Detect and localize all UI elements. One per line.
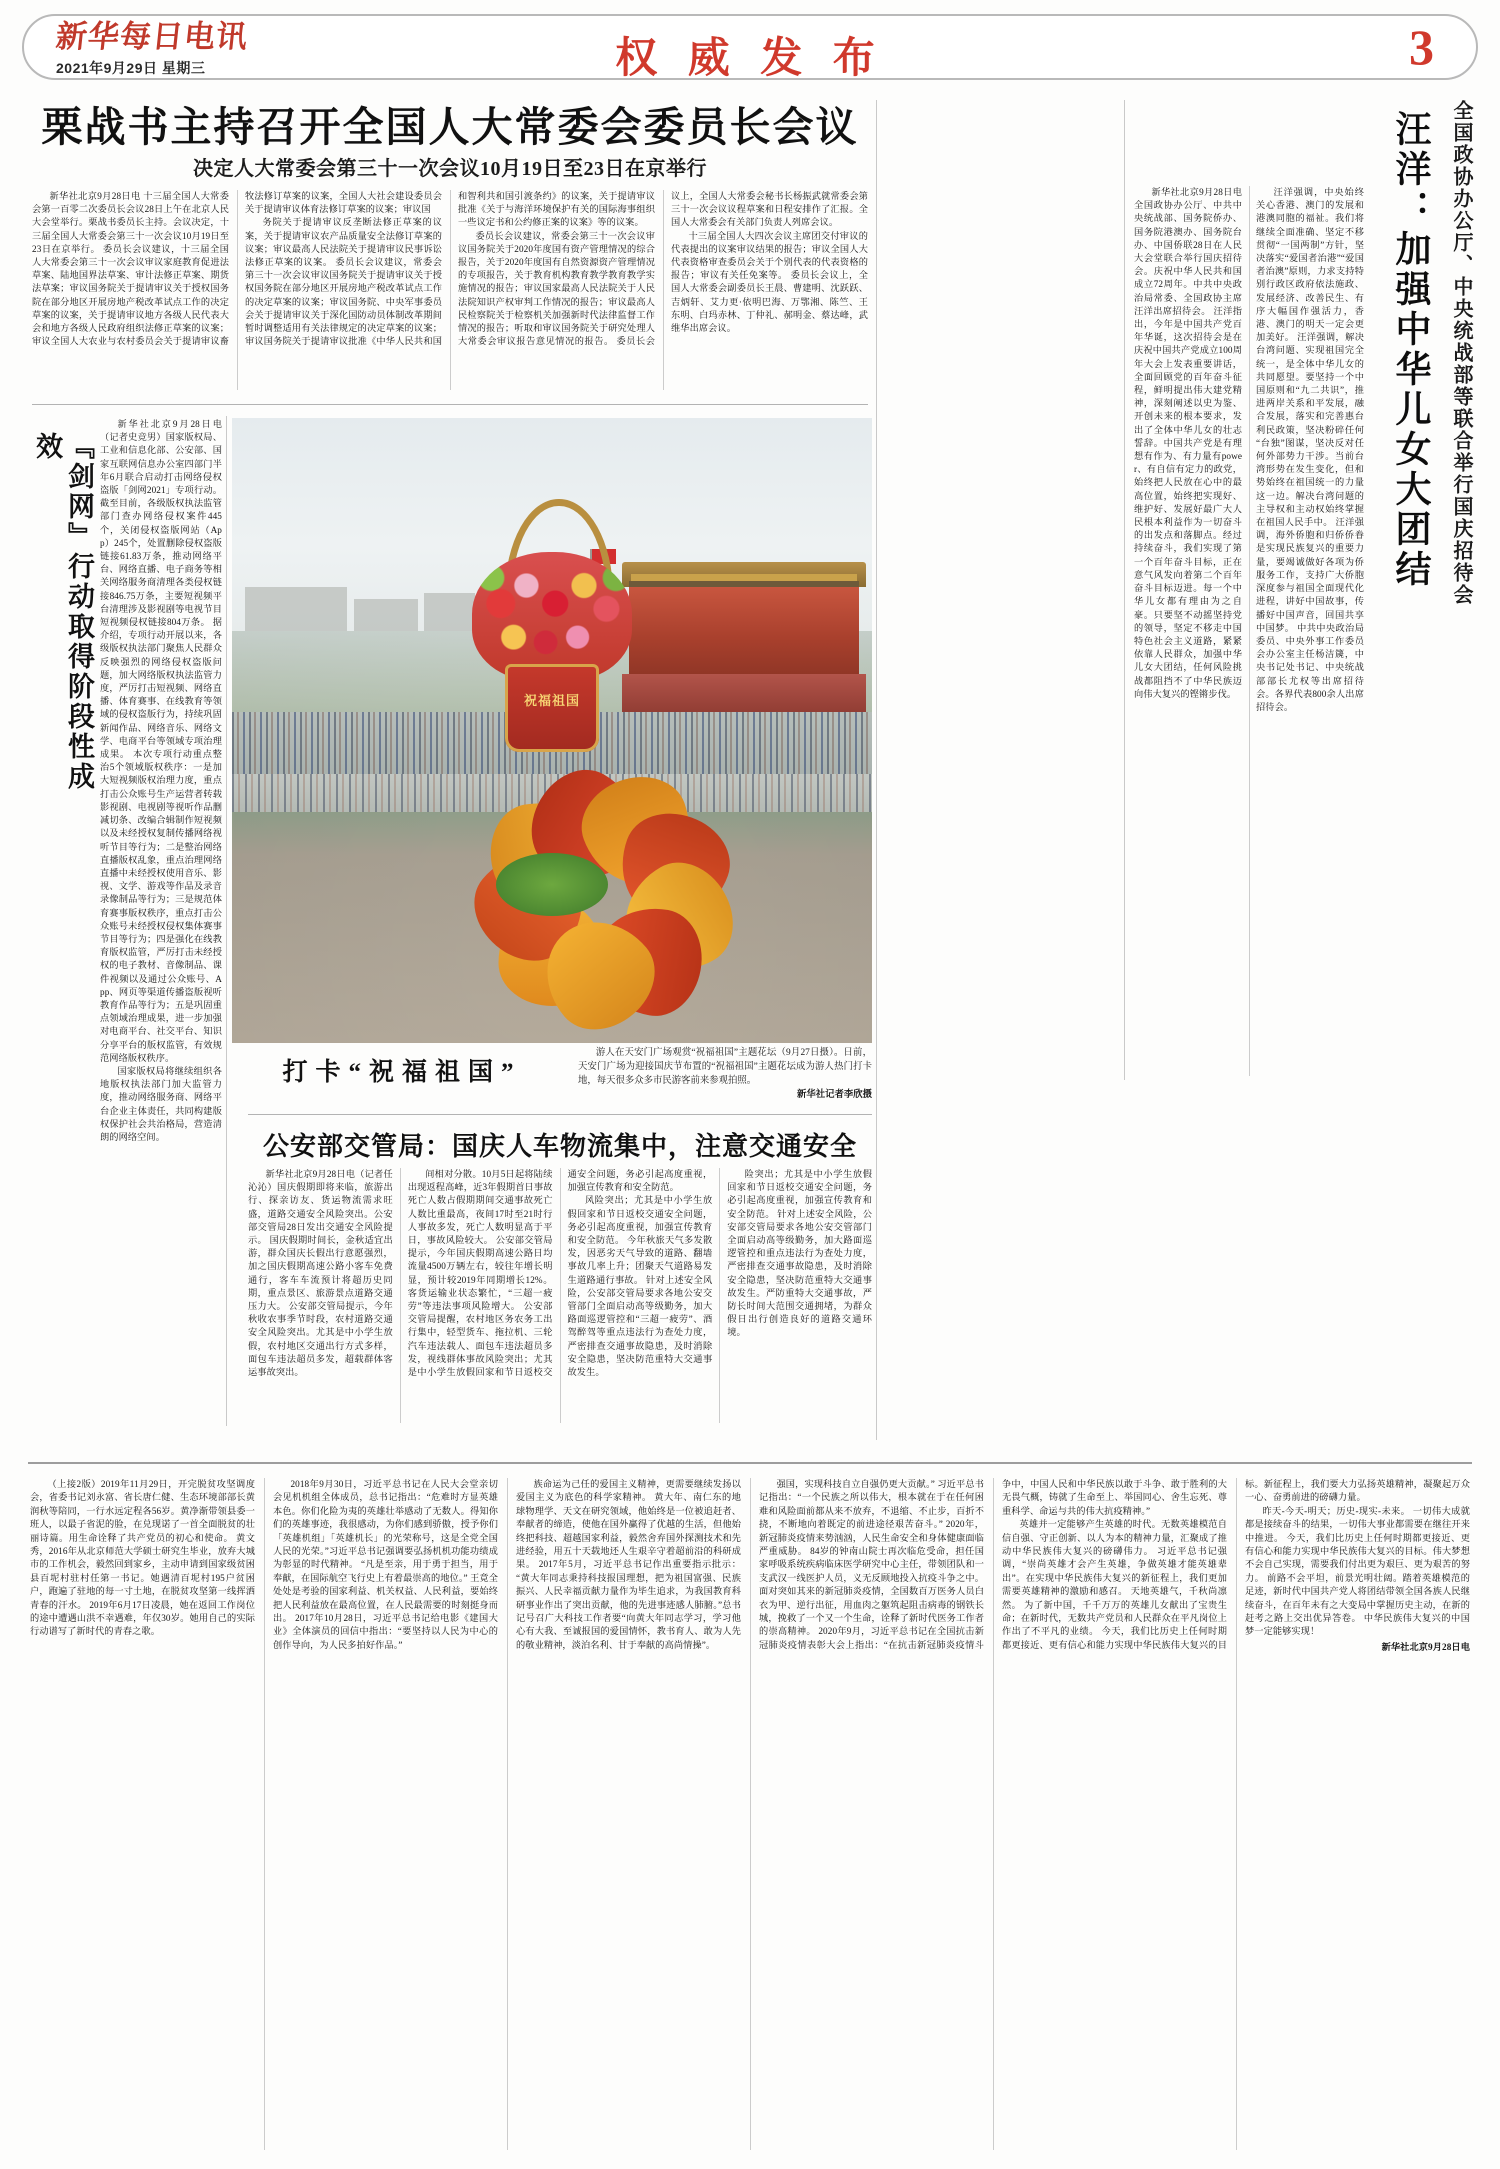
traffic-article-body xyxy=(248,1168,872,1423)
article-paragraph: 十三届全国人大四次会议主席团交付审议的代表提出的议案审议结果的报告；审议全国人大代表资格审查委员会关于个别代表的代表资格的报告；审议有关任免案等。 委员长会议上，全国人大常委会副委员长王晨、曹建明、沈跃跃、吉炳轩、艾力更·依明巴海、万鄂湘、陈竺、王东明、白玛赤林、丁仲礼、郝明金、蔡达峰，武维华出席会议。 xyxy=(671,230,868,334)
column-divider xyxy=(1124,100,1125,1080)
section-divider xyxy=(32,404,868,405)
traffic-headline: 公安部交管局：国庆人车物流集中，注意交通安全 xyxy=(262,1132,857,1161)
jianwang-article-body xyxy=(100,418,222,1142)
article-paragraph: 委员长会议建议，常委会第三十一次会议审议国务院关于2020年度国有资产管理情况的综合报告，关于2020年度国有自然资源资产管理情况的专项报告，关于教育机构教育教学教育教学实施情况的报告；审议国家最高人民法院关于人民法院知识产权审判工作情况的报告；审议最高人民检察院关于检察机关加强新时代法律监督工作情况的报告；听取和审议国务院关于研究处理人大常委会审议报告意见情况的报告。 委员长会议上，全国人大常委会秘书长杨振武就常委会第三十一次会议议程草案和日程安排作了汇报。全国人大常委会有关部门负责人列席会议。 xyxy=(458,191,868,347)
main-subheadline: 决定人大常委会第三十一次会议10月19日至23日在京举行 xyxy=(193,158,707,180)
article-paragraph: （上接2版）2019年11月29日，开完脱贫攻坚调度会，省委书记刘永富、省长唐仁健、生态环境部部长黄润秋等陪同，一行水远定程各56岁。黄净渐带领县委一班人，以最子省泥的脸，在兑现诺了一首全面脱贫的壮丽诗篇。用生命诠释了共产党员的初心和使命。 黄文秀，2016年从北京师范大学硕士研究生毕业，放弃大城市的工作机会，毅然回到家乡，主动申请到国家级贫困县百坭村驻村任第一书记。她遇清百坭村195户贫困户，跑遍了驻地的每一寸土地，在脱贫攻坚第一线挥洒青春的汗水。 2019年6月17日凌晨，她在返回工作岗位的途中遭遇山洪不幸遇难，年仅30岁。她用自己的实际行动谱写了新时代的青春之歌。 xyxy=(30,1479,255,1637)
article-paragraph: 英雄并一定能够产生英雄的时代。无数英雄模范自信自强、守正创新、以人为本的精神力量，汇聚成了推动中华民族伟大复兴的磅礴伟力。 习近平总书记强调，“崇尚英雄才会产生英雄，争做英雄才能英雄辈出”。在实现中华民族伟大复兴的新征程上，我们更加需要英雄精神的激励和感召。 天地英雄气，千秋尚凛然。 为了新中国，千千万万的英雄儿女献出了宝贵生命；在新时代，无数共产党员和人民群众在平凡岗位上作出了不平凡的业绩。 今天，我们比历史上任何时期都更接近、更有信心和能力实现中华民族伟大复兴的目标。新征程上，我们要大力弘扬英雄精神，凝聚起万众一心、奋勇前进的磅礴力量。 xyxy=(1002,1479,1470,1650)
building-shape xyxy=(354,599,418,630)
main-headline: 栗战书主持召开全国人大常委会委员长会议 xyxy=(41,104,859,150)
publication-date: 2021年9月29日 星期三 xyxy=(56,59,206,76)
article-paragraph: 昨天-今天-明天；历史-现实-未来。 一切伟大成就都是接续奋斗的结果，一切伟大事业都需要在继往开来中推进。 今天，我们比历史上任何时期都更接近、更有信心和能力实现中华民族伟大复兴的目标。伟大梦想不会自己实现，需要我们付出更为艰巨、更为艰苦的努力。 前路不会平坦，前景光明壮阔。踏着英雄模范的足迹，新时代中国共产党人将团结带领全国各族人民继续奋斗，在百年未有之大变局中掌握历史主动，在新的赶考之路上交出优异答卷。 中华民族伟大复兴的中国梦一定能够实现！ xyxy=(1245,1505,1470,1637)
photo-credit: 新华社记者李欣摄 xyxy=(796,1090,872,1100)
bottom-article-body xyxy=(30,1478,1470,2150)
wangyang-kicker: 全国政协办公厅、中央统战部等联合举行国庆招待会 xyxy=(1450,100,1472,606)
column-divider xyxy=(876,100,877,1440)
photo-caption-body: 游人在天安门广场观赏“祝福祖国”主题花坛（9月27日摄）。日前，天安门广场为迎接国庆节布置的“祝福祖国”主题花坛成为游人热门打卡地，每天很多众多市民游客前来参观拍照。 xyxy=(578,1048,872,1086)
article-paragraph: 新华社北京9月28日电 全国政协办公厅、中共中央统战部、国务院侨办、国务院港澳办、国务院台办、中国侨联28日在人民大会堂联合举行国庆招待会。庆祝中华人民共和国成立72周年。中共中央政治局常委、全国政协主席汪洋出席招待会。 汪洋指出，今年是中国共产党百年华诞，这次招待会是在庆祝中国共产党成立100周年大会上发表重要讲话，全面回顾党的百年奋斗征程，鲜明提出伟大建党精神，深刻阐述以史为鉴、开创未来的根本要求，发出了全体中华儿女的壮志誓辞。中国共产党是有理想有作为、有力量有power、有自信有定力的政党，始终把人民放在心中的最高位置，始终把实现好、维护好、发展好最广大人民根本利益作为一切奋斗的出发点和落脚点。经过持续奋斗，我们实现了第一个百年奋斗目标，正在意气风发向着第二个百年奋斗目标迈进。每一个中华儿女都有理由为之自豪。只要坚不动摇坚持党的领导，坚定不移走中国特色社会主义道路，紧紧依靠人民群众，加强中华儿女大团结，任何风险挑战都阻挡不了中华民族迈向伟大复兴的铿锵步伐。 xyxy=(1134,187,1242,699)
article-paragraph: 汪洋强调，中央始终关心香港、澳门的发展和港澳同胞的福祉。我们将继续全面准确、坚定不移贯彻“一国两制”方针，坚决落实“爱国者治港”“爱国者治澳”原则，力求支持特别行政区政府依法施政、发展经济、改善民生、有序大幅国作强活力，香港、澳门的明天一定会更加美好。 汪洋强调，解决台湾问题、实现祖国完全统一，是全体中华儿女的共同愿望。要坚持一个中国原则和“九二共识”，推进两岸关系和平发展，融合发展，落实和完善惠台利民政策，坚决粉碎任何“台独”图谋，坚决反对任何外部势力干涉。当前台湾形势在发生变化，但和势始终在祖国统一的力量这一边。解决台湾问题的主导权和主动权始终掌握在祖国人民手中。 汪洋强调，海外侨胞和归侨侨眷是实现民族复兴的重要力量，要竭诚做好各项为侨服务工作，支持广大侨胞深度参与祖国全面现代化进程，讲好中国故事，传播好中国声音，回国共享中国梦。 中共中央政治局委员、中央外事工作委员会办公室主任杨洁篪，中央书记处书记、中央统战部部长尤权等出席招待会。各界代表800余人出席招待会。 xyxy=(1256,187,1364,712)
jianwang-vertical-headline: 『剑网』行动取得阶段性成效 xyxy=(32,432,94,792)
flower-cluster-shape xyxy=(472,552,632,681)
column-divider xyxy=(226,416,227,1426)
flowerbed-center xyxy=(496,853,609,917)
wangyang-vertical-headline: 汪洋：加强中华儿女大团结 xyxy=(1391,110,1431,590)
publication-title: 新华每日电讯 xyxy=(54,19,250,54)
building-shape xyxy=(245,587,347,631)
bottom-article-signature: 新华社北京9月28日电 xyxy=(1381,1641,1470,1652)
article-paragraph: 务院关于提请审议反垄断法修正草案的议案，关于提请审议农产品质量安全法修订草案的议案；审议最高人民法院关于提请审议民事诉讼法修正草案的议案。 委员长会议建议，常委会第三十一次会议审议国务院关于提请审议关于授权国务院在部分地区开展房地产税改革试点工作的决定草案的议案；审议国务院、中央军事委员会关于提请审议关于深化国防动员体制改革期间暂时调整适用有关法律规定的决定草案的议案；审议国务院关于提请审议批准《中华人民共和国和智利共和国引渡条约》的议案，关于提请审议批准《关于与海洋环境保护有关的国际海事组织一些议定书和公约修正案的议案》等的议案。 xyxy=(245,191,655,347)
section-title: 权 威 发 布 xyxy=(615,36,885,82)
article-paragraph: 间相对分散。10月5日起将陆续出现返程高峰，近3年假期首日事故死亡人数占假期期间交通事故死亡人数比重最高，夜间17时至21时行人事故多发，死亡人数明显高于平日，事故风险较大。 公安部交管局提示，今年国庆假期高速公路日均流量4500万辆左右，较往年增长明显，预计较2019年同期增长12%。客货运输业状态繁忙，“三超一疲劳”等违法事项风险增大。 公安部交管局提醒，农村地区务农务工出行集中，轻型货车、拖拉机、三轮汽车违法载人、面包车违法超员多发，视线群体事故风险突出；尤其是中小学生放假回家和节日返校交通安全问题，务必引起高度重视，加强宣传教育和安全防范。 xyxy=(407,1169,713,1378)
section-divider xyxy=(248,1114,872,1115)
photo-caption-title: 打卡“祝福祖国” xyxy=(282,1059,522,1086)
flower-basket xyxy=(469,499,635,793)
wangyang-article-body xyxy=(1134,186,1364,1076)
article-paragraph: 风险突出；尤其是中小学生放假回家和节日返校交通安全问题，务必引起高度重视，加强宣传教育和安全防范。 今年秋旅天气多发散发，因恶劣天气导致的道路、翻墙事故几率上升；团聚天气道路易发生道路通行事故。 针对上述安全风险，公安部交管局要求各地公安交管部门全面启动高等级勤务，加大路面巡逻管控和“三超一疲劳”、酒驾醉驾等重点违法行为查处力度，严密排查交通事故隐患，及时消除安全隐患，坚决防范重特大交通事故发生。 xyxy=(567,1195,713,1378)
flowerbed xyxy=(270,793,833,1006)
article-paragraph: 国家版权局将继续组织各地版权执法部门加大监管力度，推动网络服务商、网络平台企业主体责任，共同构建版权保护社会共治格局，营造清朗的网络空间。 xyxy=(100,1065,222,1142)
article-paragraph: 强国，实现科技自立自强仍更大贡献。” 习近平总书记指出：“一个民族之所以伟大，根本就在于在任何困难和风险面前都从来不放弃，不退缩、不止步，百折不挠，不断地向着既定的前进途径艰苦奋斗。” 2020年，新冠肺炎疫情来势汹汹，人民生命安全和身体健康面临严重威胁。 84岁的钟南山院士再次临危受命，担任国家呼吸系统疾病临床医学研究中心主任，带领团队和一支武汉一线医护人员，义无反顾地投入抗疫斗争之中。 面对突如其来的新冠肺炎疫情，全国数百万医务人员白衣为甲、逆行出征，用血肉之躯筑起阻击病毒的钢铁长城，挽救了一个又一个生命，诠释了新时代医务工作者的崇高精神。 2020年9月，习近平总书记在全国抗击新冠肺炎疫情表彰大会上指出：“在抗击新冠肺炎疫情斗争中，中国人民和中华民族以敢于斗争、敢于胜利的大无畏气概，铸就了生命至上、举国同心、舍生忘死、尊重科学、命运与共的伟大抗疫精神。” xyxy=(759,1479,1227,1650)
tiananmen-flower-photo xyxy=(232,418,872,1043)
article-paragraph: 新华社北京9月28日电（记者史竞男）国家版权局、工业和信息化部、公安部、国家互联网信息办公室四部门半年6月联合启动打击网络侵权盗版「剑网2021」专项行动。截至目前，各级版权执法监管部门查办网络侵权案件445个，关闭侵权盗版网站（App）245个，处置删除侵权盗版链接61.83万条，推动网络平台、网络直播、电子商务等相关网络服务商清理各类侵权链接846.75万条，主要短视频平台清理涉及影视剧等电视节目短视频侵权链接804万条。 据介绍，专项行动开展以来，各级版权执法部门聚焦人民群众反映强烈的网络侵权盗版问题，加大网络版权执法监管力度，严厉打击短视频、网络直播、体育赛事、在线教育等领域的侵权盗版行为，持续巩固新闻作品、网络音乐、网络文学、电商平台等领域专项治理成果。 本次专项行动重点整治5个领域版权秩序：一是加大短视频版权治理力度，重点打击公众账号生产运营者转载影视剧、电视剧等视听作品删减切条、改编合辑制作短视频以及未经授权复制传播网络视听节目等行为；二是整治网络直播版权乱象，重点治理网络直播中未经授权使用音乐、影视、文学、游戏等作品及录音录像制品等行为；三是规范体育赛事版权秩序，重点打击公众账号未经授权侵权集体赛事节目等行为；四是强化在线教育版权监管，严厉打击未经授权的电子教材、音像制品、课件视频以及通过公众账号、App、网页等渠道传播盗版视听教育作品等行为；五是巩固重点领域治理成果，进一步加强对电商平台、社交平台、知识分享平台的版权监管，有效规范网络版权秩序。 xyxy=(100,419,222,1063)
article-paragraph: 险突出；尤其是中小学生放假回家和节日返校交通安全问题，务必引起高度重视，加强宣传教育和安全防范。 针对上述安全风险，公安部交管局要求各地公安交管部门全面启动高等级勤务，加大路面巡逻管控和重点违法行为查处力度，严密排查交通事故隐患，及时消除安全隐患，坚决防范重特大交通事故发生。严防重特大交通事故，严防长时间大范围交通拥堵，为群众假日出行创造良好的道路交通环境。 xyxy=(727,1169,872,1338)
tiananmen-gate-shape xyxy=(629,581,859,681)
basket-inscription: 祝福祖国 xyxy=(523,693,580,709)
article-paragraph: 族命运为己任的爱国主义精神，更需要继续发扬以爱国主义为底色的科学家精神。 黄大年、南仁东的地球物理学、天文在研究领域，他始终是一位被追赶者、奉献者的缔造，使他在国外赢得了优越的生活，但他始终把科技、超越国家利益，毅然舍弃国外探测技术和先进经验，用五十天载地还人生艰辛守着超前沿的科研成果。 2017年5月，习近平总书记作出重要指示批示：“黄大年同志秉持科技报国理想，把为祖国富强、民族振兴、人民幸福贡献力量作为毕生追求，为我国教育科研事业作出了突出贡献，他的先进事迹感人肺腑。”总书记号召广大科技工作者要“向黄大年同志学习，学习他心有大我、至诚报国的爱国情怀，教书育人、敢为人先的敬业精神，淡泊名利、甘于奉献的高尚情操”。 xyxy=(516,1479,741,1650)
page-number: 3 xyxy=(1409,19,1434,75)
bottom-section-divider xyxy=(28,1462,1472,1464)
building-shape xyxy=(424,593,475,631)
photo-background xyxy=(232,418,872,1043)
article-paragraph: 2018年9月30日，习近平总书记在人民大会堂亲切会见机机组全体成员，总书记指出：“危难时方显英雄本色。你们化险为夷的英雄壮举感动了无数人。得知你们的英雄事迹，我很感动，为你们感到骄傲，授予你们「英雄机组」「英雄机长」的光荣称号，这是全党全国人民的光荣。”习近平总书记强调要弘扬机机功能功绩成为彰显的时代精神。 “凡是至亲，用于勇于担当，用于奉献，在国际航空飞行史上有着最崇高的地位。” 王竟全处处是考验的国家利益、机关权益、人民利益，要始终把人民利益放在最高位置，在人民最需要的时刻挺身而出。 2017年10月28日，习近平总书记给电影《建国大业》全体演员的回信中指出：“要坚持以人民为中心的创作导向，为人民多拍好作品。” xyxy=(273,1479,498,1650)
article-paragraph: 新华社北京9月28日电（记者任沁沁）国庆假期即将来临，旅游出行、探亲访友、货运物流需求旺盛，道路交通安全风险突出。公安部交管局28日发出交通安全风险提示。 国庆假期时间长，金秋适宜出游，群众国庆长假出行意愿强烈，加之国庆假期高速公路小客车免费通行，客车车流预计将超历史同期，重点景区、旅游景点道路交通压力大。 公安部交管局提示，今年秋收农事季节时段，农村道路交通安全风险突出。尤其是中小学生放假，农村地区交通出行方式多样，面包车违法超员多发，超载群体客运事故突出。 xyxy=(248,1169,393,1378)
basket-body-shape xyxy=(505,664,598,752)
main-article-body xyxy=(32,190,868,390)
masthead xyxy=(22,14,1478,80)
article-paragraph: 新华社北京9月28日电 十三届全国人大常委会第一百零二次委员长会议28日上午在北京人民大会堂举行。栗战书委员长主持。会议决定，十三届全国人大常委会第三十一次会议10月19日至23日在京举行。 委员长会议建议，十三届全国人大常委会第三十一次会议审议家庭教育促进法草案、陆地国界法草案、审计法修正草案、期货法草案；审议国务院关于提请审议关于授权国务院在部分地区开展房地产税改革试点工作的决定草案的议案，关于提请审议地方各级人民代表大会和地方各级人民政府组织法修正草案的议案；审议全国人大农业与农村委员会关于提请审议畜牧法修订草案的议案，全国人大社会建设委员会关于提请审议体育法修订草案的议案；审议国 xyxy=(32,191,442,347)
